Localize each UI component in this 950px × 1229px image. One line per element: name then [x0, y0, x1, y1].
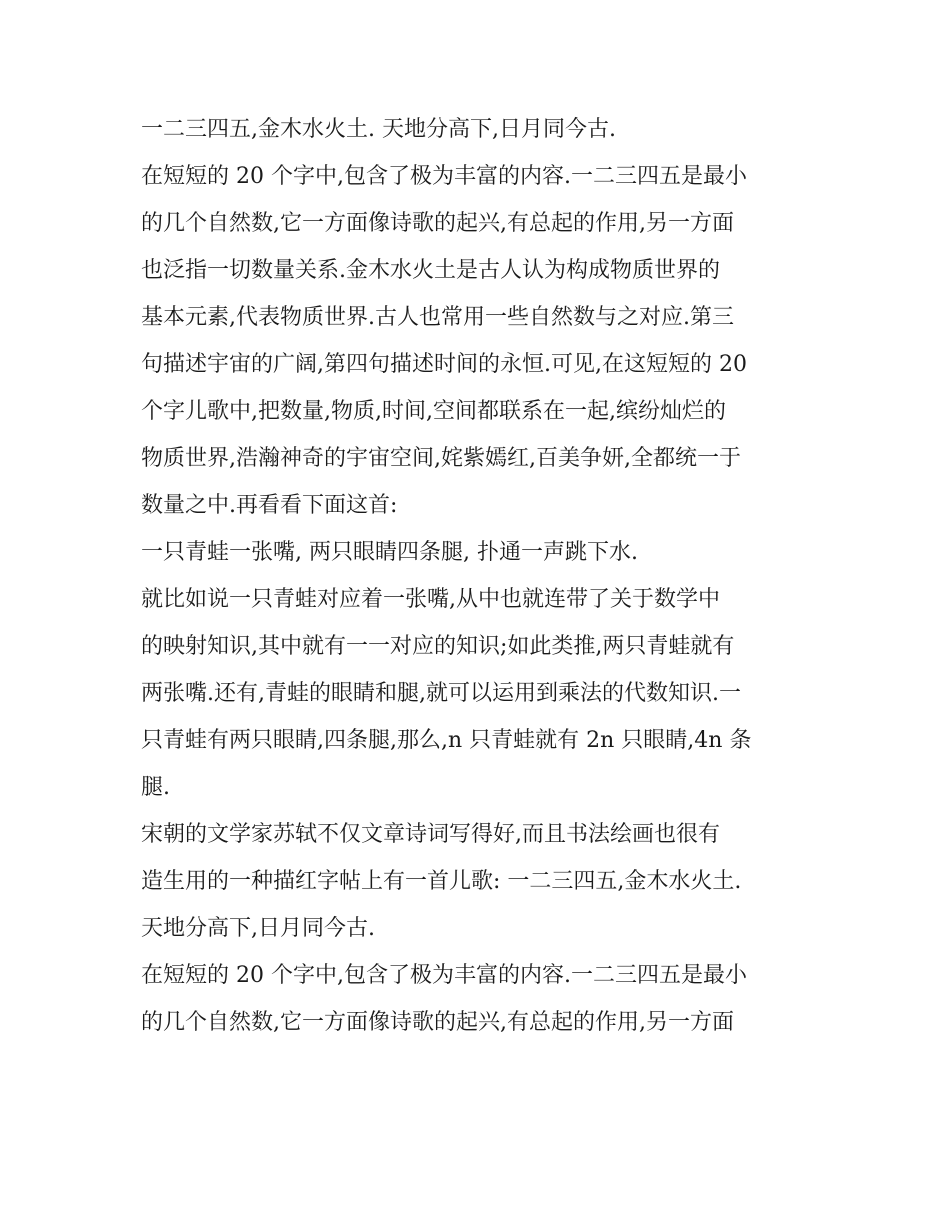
text-line: 只青蛙有两只眼睛,四条腿,那么,n 只青蛙就有 2n 只眼睛,4n 条 [141, 728, 752, 753]
text-line: 造生用的一种描红字帖上有一首儿歌: 一二三四五,金木水火土. [141, 869, 742, 894]
text-line: 在短短的 20 个字中,包含了极为丰富的内容.一二三四五是最小 [141, 164, 747, 189]
document-body [141, 106, 821, 1046]
text-line: 数量之中.再看看下面这首: [141, 493, 398, 518]
text-line: 在短短的 20 个字中,包含了极为丰富的内容.一二三四五是最小 [141, 963, 747, 988]
text-line: 物质世界,浩瀚神奇的宇宙空间,姹紫嫣红,百美争妍,全都统一于 [141, 446, 741, 471]
text-line: 的映射知识,其中就有一一对应的知识;如此类推,两只青蛙就有 [141, 634, 735, 659]
text-line: 基本元素,代表物质世界.古人也常用一些自然数与之对应.第三 [141, 305, 734, 330]
text-line: 宋朝的文学家苏轼不仅文章诗词写得好,而且书法绘画也很有 [141, 822, 720, 847]
text-line: 就比如说一只青蛙对应着一张嘴,从中也就连带了关于数学中 [141, 587, 720, 612]
text-line: 句描述宇宙的广阔,第四句描述时间的永恒.可见,在这短短的 20 [141, 352, 747, 377]
text-line: 天地分高下,日月同今古. [141, 916, 375, 941]
text-line: 的几个自然数,它一方面像诗歌的起兴,有总起的作用,另一方面 [141, 1010, 734, 1035]
text-line: 两张嘴.还有,青蛙的眼睛和腿,就可以运用到乘法的代数知识.一 [141, 681, 741, 706]
text-line: 腿. [141, 775, 170, 800]
text-line: 一只青蛙一张嘴, 两只眼睛四条腿, 扑通一声跳下水. [141, 540, 638, 565]
text-line: 个字儿歌中,把数量,物质,时间,空间都联系在一起,缤纷灿烂的 [141, 399, 726, 424]
text-line: 一二三四五,金木水火土. 天地分高下,日月同今古. [141, 117, 616, 142]
text-line: 的几个自然数,它一方面像诗歌的起兴,有总起的作用,另一方面 [141, 211, 734, 236]
text-line: 也泛指一切数量关系.金木水火土是古人认为构成物质世界的 [141, 258, 720, 283]
